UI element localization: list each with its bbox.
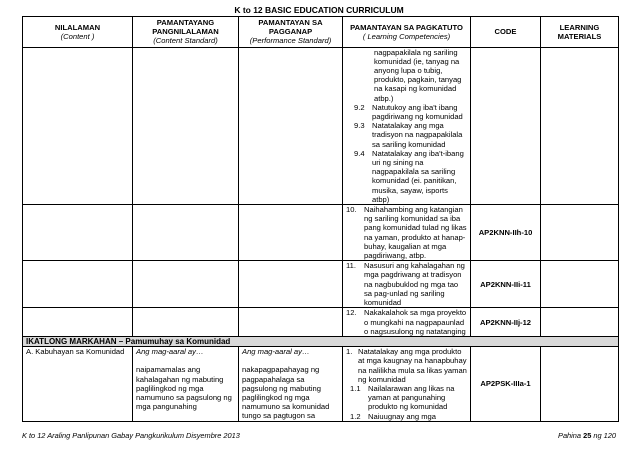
competency-text: Natatalakay ang mga produkto at mga kaugnay na hanapbuhay na nalilikha mula sa likas yaman ng komunidad: [358, 347, 467, 384]
competency-number: 1.2: [350, 411, 361, 421]
header-materials: LEARNING MATERIALS: [541, 17, 619, 48]
competency-number: 1.: [346, 347, 353, 357]
performance-standard-lead: Ang mag-aaral ay…: [242, 347, 310, 357]
competency-number: 1.1: [350, 383, 361, 393]
competency-number: 10.: [346, 205, 357, 215]
competency-item: [346, 205, 467, 260]
competency-text: Nasusuri ang kahalagahan ng mga pagdriwang at tradisyon na nagbubuklod ng mga tao sa pag-unlad ng sariling komunidad: [364, 261, 465, 308]
footer-page-current: 25: [583, 431, 592, 440]
competency-cell: [343, 308, 471, 337]
footer-document-name: K to 12 Araling Panlipunan Gabay Pangkurikulum Disyembre 2013: [22, 431, 240, 440]
header-content-standard-label: PAMANTAYANG PANGNILALAMAN: [152, 18, 219, 37]
header-row: [23, 17, 619, 48]
table-row: [23, 261, 619, 308]
header-performance-standard: [239, 17, 343, 48]
competency-item: [346, 103, 467, 121]
competency-number: 12.: [346, 308, 357, 318]
header-content-standard-en: (Content Standard): [153, 36, 218, 46]
competency-item: [346, 121, 467, 149]
code-cell: AP2KNN-IIh-10: [471, 205, 541, 261]
competency-continuation: nagpapakilala ng sariling komunidad (ie, tanyag na anyong lupa o tubig, produkto, pagkain, tanyag na kasapi ng komunidad atbp.): [374, 47, 462, 103]
content-standard-cell: [133, 347, 239, 422]
competency-number: 9.2: [354, 102, 365, 112]
competency-cell: [343, 205, 471, 261]
header-content-en: (Content ): [60, 31, 95, 41]
content-standard-lead: Ang mag-aaral ay…: [136, 347, 204, 357]
competency-subitem: [346, 384, 467, 412]
header-learning-competencies-label: PAMANTAYAN SA PAGKATUTO: [350, 22, 463, 32]
table-row: [23, 47, 619, 204]
competency-text: Natutukoy ang iba't ibang pagdiriwang ng komunidad: [372, 102, 463, 122]
content-cell: A. Kabuhayan sa Komunidad: [23, 347, 133, 422]
footer-page-label: Pahina: [558, 431, 582, 440]
code-cell: AP2KNN-IIi-11: [471, 261, 541, 308]
competency-cell: [343, 347, 471, 422]
header-learning-competencies: [343, 17, 471, 48]
competency-text: Naiuugnay ang mga: [368, 411, 436, 421]
competency-number: 11.: [346, 261, 356, 271]
header-content-label: NILALAMAN: [54, 22, 101, 32]
competency-text: Natatalakay ang iba't-ibang uri ng sining na nagpapakilala sa sariling komunidad (ei. panitikan, musika, sayaw, isports atbp): [372, 148, 464, 204]
table-row: [23, 205, 619, 261]
competency-number: 9.3: [354, 121, 365, 131]
competency-number: 9.4: [354, 148, 365, 158]
table-row: [23, 347, 619, 422]
competency-cell: [343, 47, 471, 204]
competency-text: Naihahambing ang katangian ng sariling komunidad sa iba pang komunidad tulad ng likas na yaman, produkto at hanap-buhay, kaugalian at mga pagdiriwang, atbp.: [364, 205, 467, 261]
header-code: CODE: [471, 17, 541, 48]
footer-page-number: [558, 431, 616, 440]
document-title: K to 12 BASIC EDUCATION CURRICULUM: [234, 5, 404, 15]
competency-text: Natatalakay ang mga tradisyon na nagpapakilala sa sariling komunidad: [372, 121, 463, 149]
performance-standard-text: nakapagpapahayag ng pagpapahalaga sa pagsulong ng mabuting paglilingkod ng mga namumuno sa komunidad tungo sa pagtugon sa: [242, 365, 330, 421]
code-cell: AP2PSK-IIIa-1: [471, 347, 541, 422]
competency-item: [346, 347, 467, 384]
header-content-standard: [133, 17, 239, 48]
curriculum-table: [22, 16, 619, 422]
competency-item: [346, 308, 467, 336]
table-row: [23, 308, 619, 337]
competency-text: Nailalarawan ang likas na yaman at pangunahing produkto ng komunidad: [368, 383, 455, 412]
header-performance-standard-label: PAMANTAYAN SA PAGGANAP: [258, 18, 323, 37]
content-standard-text: naipamamalas ang kahalagahan ng mabuting paglilingkod ng mga namumuno sa pagsulong ng mga pangunahing: [136, 365, 232, 412]
competency-cell: [343, 261, 471, 308]
header-learning-competencies-en: ( Learning Competencies): [362, 31, 451, 41]
competency-item: [346, 261, 467, 307]
performance-standard-cell: [239, 347, 343, 422]
header-performance-standard-en: (Performance Standard): [249, 36, 332, 46]
quarter-heading-row: [23, 336, 619, 346]
header-content: [23, 17, 133, 48]
quarter-heading: IKATLONG MARKAHAN – Pamumuhay sa Komunidad: [23, 336, 619, 346]
competency-subitem: [346, 412, 467, 421]
competency-item: [346, 149, 467, 204]
code-cell: AP2KNN-IIj-12: [471, 308, 541, 337]
footer-page-total: ng 120: [593, 431, 616, 440]
competency-text: Nakakalahok sa mga proyekto o mungkahi na nagpapaunlad o nagsusulong ng natatanging: [364, 308, 467, 336]
